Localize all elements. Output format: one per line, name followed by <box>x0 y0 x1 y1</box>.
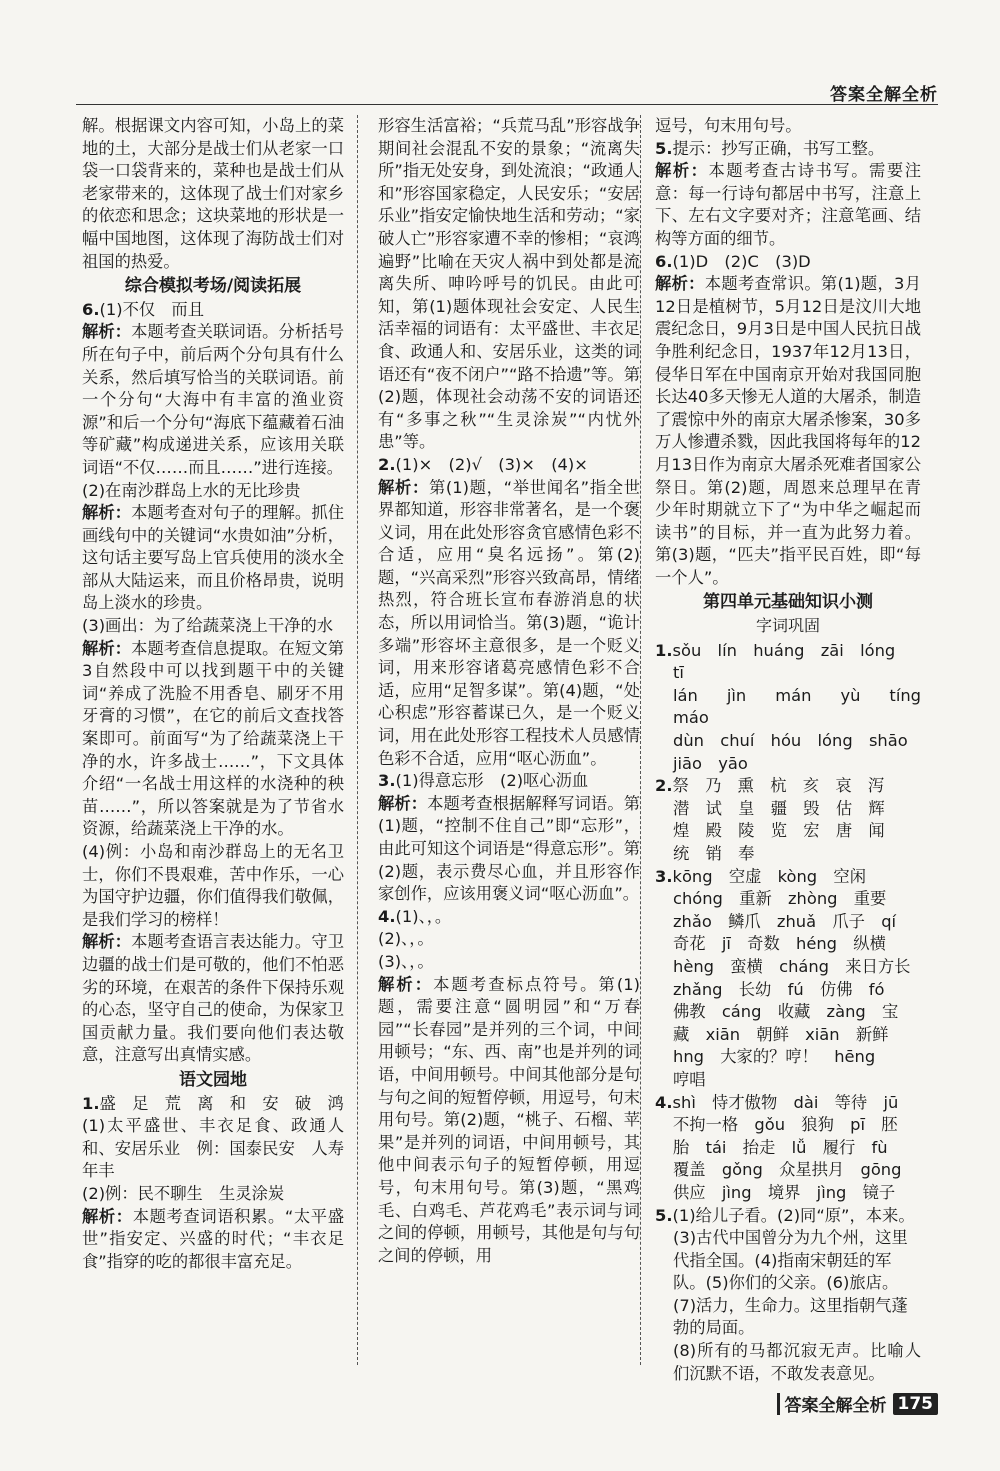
question-number: 6. <box>82 299 100 319</box>
unit-question-2 <box>655 775 921 798</box>
question-1 <box>82 1093 344 1116</box>
question-number: 6. <box>655 251 673 271</box>
column-3 <box>655 115 938 1383</box>
page-footer <box>777 1391 939 1416</box>
unit-question-4 <box>655 1092 921 1115</box>
analysis-4 <box>378 974 640 1268</box>
answer-line: 奇花 jī 奇数 héng 纵横 <box>673 934 886 954</box>
page-header-label: 答案全解全析 <box>830 85 938 105</box>
answer-line: zhǎo 鳞爪 zhuǎ 爪子 qí <box>673 911 897 931</box>
analysis-text: 本题考查常识。第(1)题，3月12日是植树节，5月12日是汶川大地震纪念日，9月3日是中国人民抗日战争胜利纪念日，1937年12月13日，侵华日军在中国南京开始对我国同胞长达40多天惨无人道的大屠杀，制造了震惊中外的南京大屠杀惨案，30多万人惨遭杀戮，因此我国将每年的12月13日作为南京大屠杀死难者国家公祭日。第(2)题，周恩来总理早在青少年时期就立下了“为中华之崛起而读书”的目标，并一直为此努力着。第(3)题，“匹夫”指平民百姓，即“每一个人”。 <box>655 274 921 587</box>
analysis-text: 本题考查信息提取。在短文第3自然段中可以找到题干中的关键词“养成了洗脸不用香皂、刷牙不用牙膏的习惯”，在它的前后文查找答案即可。前面写“为了给蔬菜浇上干净的水，许多战士……”，下文具体介绍“一名战士用这样的水浇种的秧苗……”，所以答案就是为了节省水资源，给蔬菜浇上干净的水。 <box>82 638 344 839</box>
question-1-part-1: (1)太平盛世、丰衣足食、政通人和、安居乐业 例：国泰民安 人寿年丰 <box>82 1116 344 1181</box>
answer-text: 盛 足 荒 离 和 安 破 鸿 <box>99 1093 344 1113</box>
analysis-2 <box>378 477 640 771</box>
question-2 <box>378 454 640 477</box>
analysis-3 <box>378 793 640 906</box>
analysis-text: 本题考查关联词语。分析括号所在句子中，前后两个分句具有什么关系，然后填写恰当的关联词语。前一个分句“大海中有丰富的渔业资源”和后一个分句“海底下蕴藏着石油等矿藏”构成递进关系，应该用关联词语“不仅……而且……”进行连接。 <box>82 322 344 477</box>
analysis-1 <box>82 1206 344 1274</box>
answer-line: 祭 乃 熏 杭 亥 哀 泻 <box>672 776 885 796</box>
answer-text: (1)得意忘形 (2)呕心沥血 <box>395 771 589 791</box>
question-number: 4. <box>378 906 396 926</box>
answer-line: 供应 jìng 境界 jìng 镜子 <box>673 1182 896 1202</box>
question-number: 5. <box>655 138 673 158</box>
question-4-part-2: (2)、，。 <box>378 929 434 949</box>
question-number: 1. <box>655 640 673 660</box>
question-number: 3. <box>378 771 396 791</box>
analysis-label: 解析： <box>378 477 429 497</box>
analysis-label: 解析： <box>655 274 705 294</box>
analysis-6-3 <box>82 638 344 841</box>
unit-question-1 <box>655 640 921 685</box>
question-number: 3. <box>655 866 673 886</box>
page-number: 175 <box>893 1393 939 1415</box>
analysis-text: 第(1)题，“举世闻名”指全世界都知道，形容非常著名，是一个褒义词，用在此处形容贪官感情色彩不合适，应用“臭名远扬”。第(2)题，“兴高采烈”形容兴致高昂，情绪热烈，符合班长宣布春游消息的状态，所以用词恰当。第(3)题，“诡计多端”形容坏主意很多，是一个贬义词，用来形容诸葛亮感情色彩不合适，应用“足智多谋”。第(4)题，“处心积虑”形容蓄谋已久，是一个贬义词，用在此处形容工程技术人员感情色彩不合适，应用“呕心沥血”。 <box>378 477 640 768</box>
answer-line: kōng 空虚 kòng 空闲 <box>672 866 866 886</box>
analysis-label: 解析： <box>82 638 132 658</box>
column-divider-1 <box>357 115 358 1365</box>
column-2 <box>378 115 640 1365</box>
analysis-6-4 <box>82 931 344 1067</box>
question-number: 4. <box>655 1092 673 1112</box>
answer-line: hèng 蛮横 cháng 来日方长 <box>673 956 911 976</box>
answer-text: (1)D (2)C (3)D <box>672 251 811 271</box>
analysis-text: 本题考查标点符号。第(1)题，需要注意“圆明园”和“万春园”“长春园”是并列的三个词，中间用顿号；“东、西、南”也是并列的词语，中间用顿号。中间其他部分是句与句之间的短暂停顿，用逗号，句末用句号。第(2)题，“桃子、石榴、苹果”是并列的词语，中间用顿号，其他中间表示句子的短暂停顿，用逗号，句末用句号。第(3)题，“黑鸡毛、白鸡毛、芦花鸡毛”表示词与词之间的停顿，用顿号，其他是句与句之间的停顿，用 <box>378 974 640 1265</box>
question-1-part-2: (2)例：民不聊生 生灵涂炭 <box>82 1183 285 1203</box>
analysis-label: 解析： <box>378 974 434 994</box>
analysis-text: 本题考查根据解释写词语。第(1)题，“控制不住自己”即“忘形”，由此可知这个词语是“得意忘形”。第(2)题，表示费尽心血，并且形容作家创作，应该用褒义词“呕心沥血”。 <box>378 793 640 904</box>
analysis-label: 解析： <box>82 322 132 342</box>
col1-intro: 解。根据课文内容可知，小岛上的菜地的土，大部分是战士们从老家一口袋一口袋背来的，菜种也是战士们从老家带来的，这体现了战士们对家乡的依恋和思念；这块菜地的形状是一幅中国地图，这体现了海防战士们对祖国的热爱。 <box>82 116 344 271</box>
footer-label: 答案全解全析 <box>784 1396 887 1416</box>
answer-line: hng 大家的？哼！ hēng <box>673 1047 876 1067</box>
analysis-label: 解析： <box>655 161 709 181</box>
unit-question-3 <box>655 866 921 889</box>
section-title-yuwen: 语文园地 <box>179 1069 247 1090</box>
answer-line: shì 恃才傲物 dài 等待 jū <box>672 1092 899 1112</box>
answer-line: chóng 重新 zhòng 重要 <box>673 889 887 909</box>
section-title-unit4: 第四单元基础知识小测 <box>703 592 873 613</box>
answer-line: sǒu lín huáng zāi lóng tī <box>672 640 912 683</box>
answer-line: dùn chuí hóu lóng shāo <box>673 731 908 751</box>
analysis-label: 解析： <box>82 932 132 952</box>
answer-line: 不拘一格 gǒu 狼狗 pī 胚 <box>673 1115 898 1135</box>
question-4 <box>378 906 640 929</box>
question-3 <box>378 770 640 793</box>
answer-line: 覆盖 gǒng 众星拱月 gōng <box>673 1160 902 1180</box>
question-number: 2. <box>378 454 396 474</box>
header-rule <box>76 104 938 105</box>
question-number: 1. <box>82 1093 100 1113</box>
col3-intro: 逗号，句末用句号。 <box>655 116 802 135</box>
question-number: 5. <box>655 1205 673 1225</box>
analysis-label: 解析： <box>82 503 132 523</box>
analysis-label: 解析： <box>82 1206 133 1226</box>
column-1 <box>82 115 344 1365</box>
subsection-title-words: 字词巩固 <box>755 616 820 636</box>
analysis-text: 本题考查语言表达能力。守卫边疆的战士们是可敬的，他们不怕恶劣的环境，在艰苦的条件下保持乐观的心态，坚守自己的使命，为保家卫国贡献力量。我们要向他们表达敬意，注意写出真情实感。 <box>82 932 344 1065</box>
analysis-6 <box>655 273 921 589</box>
question-5 <box>655 138 921 161</box>
footer-bar <box>777 1393 780 1415</box>
analysis-label: 解析： <box>378 793 428 813</box>
answer-line: (1)给儿子看。(2)同“原”，本来。(3)古代中国曾分为九个州，这里代指全国。(4)指南宋朝廷的军队。(5)你们的父亲。(6)旅店。(7)活力，生命力。这里指朝气蓬勃的局面。 <box>672 1205 915 1338</box>
question-6-part-2: (2)在南沙群岛上水的无比珍贵 <box>82 480 301 500</box>
answer-text: (1)、，。 <box>395 906 452 926</box>
analysis-text: 本题考查古诗书写。需要注意：每一行诗句都居中书写，注意上下、左右文字要对齐；注意笔画、结构等方面的细节。 <box>655 161 921 248</box>
answer-line: zhǎng 长幼 fú 仿佛 fó <box>673 979 885 999</box>
analysis-6-1 <box>82 321 344 479</box>
analysis-6-2 <box>82 502 344 615</box>
column-divider-2 <box>640 115 641 1365</box>
answer-line: jiāo yāo <box>673 753 748 773</box>
answer-line: 藏 xiān 朝鲜 xiān 新鲜 <box>673 1024 889 1044</box>
unit-question-5 <box>655 1205 921 1341</box>
answer-text: (1)不仅 而且 <box>99 299 204 319</box>
section-title-reading: 综合模拟考场/阅读拓展 <box>124 276 302 297</box>
question-6 <box>655 251 921 274</box>
col2-intro: 形容生活富裕；“兵荒马乱”形容战争期间社会混乱不安的景象；“流离失所”指无处安身，到处流浪；“政通人和”形容国家稳定，人民安乐；“安居乐业”指安定愉快地生活和劳动；“家破人亡”形容家遭不幸的惨相；“哀鸿遍野”比喻在天灾人祸中到处都是流离失所、呻吟呼号的饥民。由此可知，第(1)题体现社会安定、人民生活幸福的词语有：太平盛世、丰衣足食、政通人和、安居乐业，这类的词语还有“夜不闭户”“路不拾遗”等。第(2)题，体现社会动荡不安的词语还有“多事之秋”“生灵涂炭”“内忧外患”等。 <box>378 116 640 452</box>
question-6-part-3: (3)画出：为了给蔬菜浇上干净的水 <box>82 616 334 636</box>
answer-line: (8)所有的马都沉寂无声。比喻人们沉默不语，不敢发表意见。 <box>673 1341 921 1383</box>
answer-line: 潜 试 皇 疆 毁 估 辉 <box>673 798 885 818</box>
answer-line: 哼唱 <box>673 1069 706 1089</box>
question-6-part-1 <box>82 299 344 322</box>
question-number: 2. <box>655 776 673 796</box>
answer-line: lán jìn mán yù tíng máo <box>673 685 938 728</box>
answer-line: 统 销 奉 <box>673 844 755 863</box>
answer-line: 胎 tái 抬走 lǚ 履行 fù <box>673 1137 888 1157</box>
answer-text: 提示：抄写正确，书写工整。 <box>672 138 885 158</box>
analysis-5 <box>655 160 921 250</box>
answer-line: 煌 殿 陵 览 宏 唐 闻 <box>673 821 885 841</box>
question-4-part-3: (3)、，。 <box>378 951 434 971</box>
analysis-text: 本题考查词语积累。“太平盛世”指安定、兴盛的时代；“丰衣足食”指穿的吃的都很丰富充足。 <box>82 1206 344 1271</box>
analysis-text: 本题考查对句子的理解。抓住画线句中的关键词“水贵如油”分析，这句话主要写岛上官兵使用的淡水全部从大陆运来，而且价格昂贵，说明岛上淡水的珍贵。 <box>82 503 344 613</box>
answer-text: (1)× (2)√ (3)× (4)× <box>395 454 588 474</box>
answer-line: 佛教 cáng 收藏 zàng 宝 <box>673 1002 899 1022</box>
question-6-part-4: (4)例：小岛和南沙群岛上的无名卫士，你们不畏艰难，苦中作乐，一心为国守护边疆，你们值得我们敬佩，是我们学习的榜样！ <box>82 842 344 929</box>
